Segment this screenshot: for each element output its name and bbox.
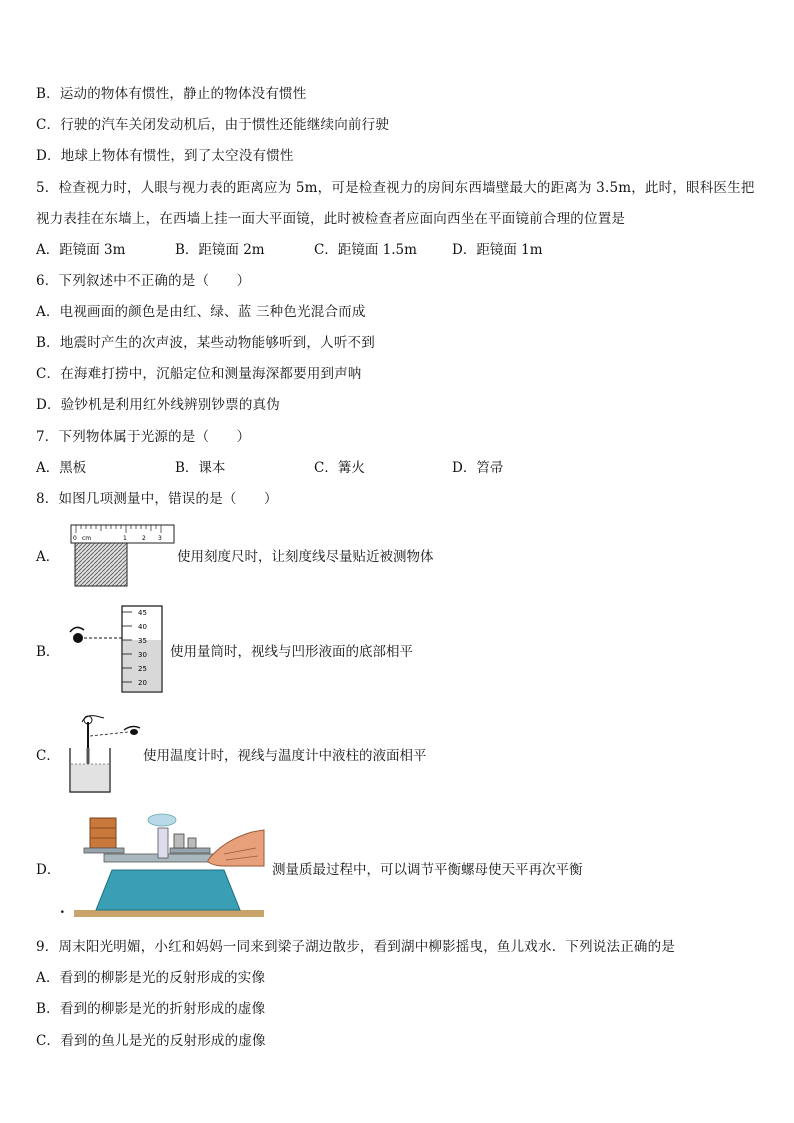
q7-option-c: C．篝火 xyxy=(314,460,365,476)
q6-stem: 6．下列叙述中不正确的是（ ） xyxy=(36,273,251,289)
q4-option-d: D．地球上物体有惯性，到了太空没有惯性 xyxy=(36,148,294,164)
q7-stem: 7．下列物体属于光源的是（ ） xyxy=(36,429,251,445)
q8-option-a-text: 使用刻度尺时，让刻度线尽量贴近被测物体 xyxy=(177,549,434,565)
weight-2 xyxy=(188,838,196,848)
q8-option-b-label: B． xyxy=(36,644,60,660)
wooden-block xyxy=(90,818,116,848)
light-glow xyxy=(148,814,176,826)
scale-label-40: 40 xyxy=(138,623,147,631)
q5-stem-line2: 视力表挂在东墙上，在西墙上挂一面大平面镜，此时被检查者应面向西坐在平面镜前合理的位置是 xyxy=(36,211,626,227)
q8-option-b-text: 使用量筒时，视线与凹形液面的底部相平 xyxy=(170,644,413,660)
weight-1 xyxy=(174,834,184,848)
q8-option-d-label: D． xyxy=(36,862,61,878)
q4-option-c: C．行驶的汽车关闭发动机后，由于惯性还能继续向前行驶 xyxy=(36,117,390,133)
q6-option-c: C．在海难打捞中，沉船定位和测量海深都要用到声呐 xyxy=(36,366,362,382)
pointer-column xyxy=(158,828,168,858)
scale-label-30: 30 xyxy=(138,651,147,659)
q7-option-a: A．黑板 xyxy=(36,460,87,476)
right-pan xyxy=(170,848,210,853)
balance-base xyxy=(96,870,240,910)
q4-option-b: B．运动的物体有惯性，静止的物体没有惯性 xyxy=(36,86,307,102)
q8-option-a-label: A． xyxy=(36,549,60,565)
scale-label-25: 25 xyxy=(138,665,147,673)
eye-icon xyxy=(70,627,84,643)
q5-option-a: A．距镜面 3m xyxy=(36,242,126,258)
q7-option-b: B．课本 xyxy=(175,460,226,476)
q9-stem: 9．周末阳光明媚，小红和妈妈一同来到梁子湖边散步，看到湖中柳影摇曳，鱼儿戏水．下列说法正确的是 xyxy=(36,939,675,955)
ruler-tick-3: 3 xyxy=(158,535,162,542)
q6-option-a: A．电视画面的颜色是由红、绿、蓝 三种色光混合而成 xyxy=(36,304,366,320)
q5-option-b: B．距镜面 2m xyxy=(175,242,265,258)
q6-option-d: D．验钞机是利用红外线辨别钞票的真伪 xyxy=(36,397,280,413)
q6-option-b: B．地震时产生的次声波，某些动物能够听到，人听不到 xyxy=(36,335,375,351)
hand-icon xyxy=(82,716,104,724)
ruler-tick-1: 1 xyxy=(123,535,127,542)
ruler-tick-2: 2 xyxy=(142,535,146,542)
table-surface xyxy=(74,910,264,917)
balance-figure xyxy=(74,810,266,918)
q8-option-c-text: 使用温度计时，视线与温度计中液柱的液面相平 xyxy=(143,748,427,764)
q9-option-c: C．看到的鱼儿是光的反射形成的虚像 xyxy=(36,1033,266,1049)
ruler-tick-0: 0 xyxy=(73,535,77,542)
q9-option-a: A．看到的柳影是光的反射形成的实像 xyxy=(36,970,266,986)
q5-stem-line1: 5．检查视力时，人眼与视力表的距离应为 5m，可是检查视力的房间东西墙壁最大的距离为 3.5m，此时，眼科医生把 xyxy=(36,180,755,196)
q8-stem: 8．如图几项测量中，错误的是（ ） xyxy=(36,491,278,507)
beaker-liquid xyxy=(71,764,109,791)
q8-option-c-label: C． xyxy=(36,748,60,764)
ruler-figure xyxy=(70,524,176,588)
stray-dot: . xyxy=(60,901,65,917)
scale-label-35: 35 xyxy=(138,637,147,645)
q5-option-d: D．距镜面 1m xyxy=(452,242,543,258)
scale-label-45: 45 xyxy=(138,609,147,617)
cylinder-figure xyxy=(66,604,170,694)
q8-option-d-text: 测量质最过程中，可以调节平衡螺母使天平再次平衡 xyxy=(272,862,583,878)
left-pan xyxy=(84,848,124,853)
eye-icon xyxy=(124,726,140,735)
q5-option-c: C．距镜面 1.5m xyxy=(314,242,417,258)
scale-label-20: 20 xyxy=(138,679,147,687)
thermometer-figure xyxy=(66,708,146,794)
sight-line xyxy=(90,732,128,736)
q9-option-b: B．看到的柳影是光的折射形成的虚像 xyxy=(36,1001,266,1017)
ruler-unit: cm xyxy=(82,535,92,542)
q7-option-d: D．笤帚 xyxy=(452,460,504,476)
